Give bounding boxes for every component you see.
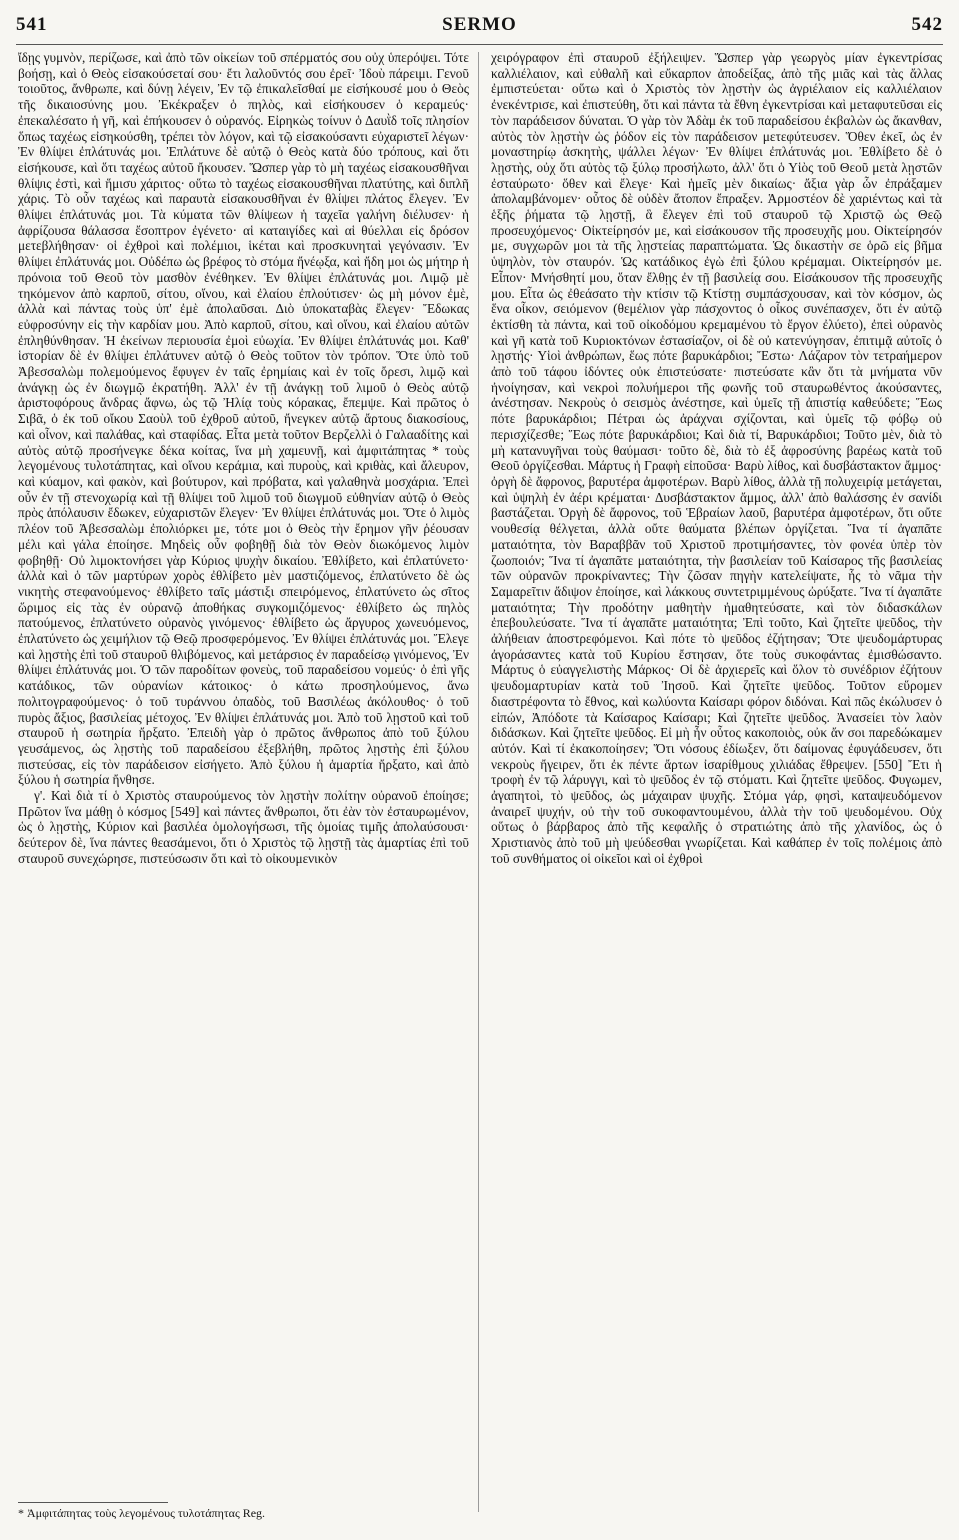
running-header bbox=[16, 10, 943, 40]
column-divider bbox=[478, 52, 479, 1512]
text-column-left bbox=[18, 50, 469, 1525]
paragraph: γ'. Καὶ διὰ τί ὁ Χριστὸς σταυρούμενος τὸν λῃστὴν πολίτην οὐρανοῦ ἐποίησε; Πρῶτον ἵνα μάθῃ ὁ κόσμος [549] καὶ πάντες ἄνθρωποι, ὅτι ἐὰν τὸν ἐσταυρωμένον, ὡς ὁ λῃστὴς, Κύριον καὶ βασιλέα ὁμολογήσωσι, τῆς ὁμοίας τιμῆς ἀπολαύσουσι· δεύτερον δὲ, ἵνα πάντες θεασάμενοι, ὅτι ὁ Χριστὸς τῷ λῃστῇ τὰς ἁμαρτίας ἐπὶ τοῦ σταυροῦ συνεχώρησε, πιστεύσωσιν ὅτι καὶ τὸ οἰκουμενικὸν bbox=[18, 788, 469, 866]
paragraph: ἴδῃς γυμνὸν, περίζωσε, καὶ ἀπὸ τῶν οἰκείων τοῦ σπέρματός σου οὐχ ὑπερόψει. Τότε βοήσῃ, καὶ ὁ Θεὸς εἰσακούσεταί σου· ἔτι λαλοῦντός σου ἐρεῖ· Ἰδοὺ πάρειμι. Γενοῦ τοιοῦτος, ἄνθρωπε, καὶ δύνῃ λέγειν, Ἐν τῷ ἐπικαλεῖσθαί με εἰσήκουσέ μου ὁ Θεὸς τῆς δικαιοσύνης μου. Ἐκέκραξεν ὁ πηλὸς, καὶ εἰσήκουσεν ὁ κεραμεύς· ἐπεκαλέσατο ἡ γῆ, καὶ ἐπήκουσεν ὁ οὐρανός. Εἰρηκὼς τοίνυν ὁ Δαυῒδ τοῖς πλησίον ὅπως ταχέως εἰσηκούσθη, τρέπει τὸν λόγον, καὶ τῷ εἰσακούσαντι εὐχαριστεῖ λέγων· Ἐν θλίψει ἐπλάτυνάς μοι. Ἐπλάτυνε δὲ αὐτῷ ὁ Θεὸς κατὰ δύο τρόπους, καὶ ὅτι εἰσήκουσε, καὶ ὅτι ταχέως αὐτοῦ ἤκουσεν. Ὥσπερ γὰρ τὸ μὴ ταχέως εἰσακουσθῆναι θλίψις ἐστὶ, καὶ ἥμισυ χάριτος· οὕτω τὸ ταχέως εἰσακουσθῆναι πλατύτης, καὶ διπλῆ χάρις. Τὸ οὖν ταχέως καὶ παραυτὰ εἰσακουσθῆναι ἐν θλίψει πλάτος ἔλεγεν. Ἐν θλίψει ἐπλάτυνάς μοι. Τὰ κύματα τῶν θλίψεων ἡ ταχεῖα γαλήνη διέλυσεν· ἡ ἀφρίζουσα θάλασσα ἔσοπτρον ἐγένετο· αἱ καταιγίδες καὶ αἱ θύελλαι εἰς δρόσον μετεβλήθησαν· οἱ ἐχθροὶ καὶ πολέμιοι, ἱκέται καὶ προσκυνηταὶ γεγόνασιν. Ἐν θλίψει ἐπλάτυνάς μοι. Οὐδέπω ὡς βρέφος τὸ στόμα ἤνέῳξα, καὶ ἤδη μοι ὡς μήτηρ ἡ πρόνοια τοῦ Θεοῦ τὸν μασθὸν ἐνέθηκεν. Ἐν θλίψει ἐπλάτυνάς μοι. Λιμῷ μὲ τηκόμενον ἀπὸ καρποῦ, σίτου, οἴνου, καὶ ἐλαίου ἐπλούτισεν· ὡς μὴ μόνον ἐμὲ, ἀλλὰ καὶ πάντας τοὺς ὑπ' ἐμὲ ἀπολαῦσαι. Διὸ ὑποκαταβὰς ἔλεγεν· Ἔδωκας εὐφροσύνην εἰς τὴν καρδίαν μου. Ἀπὸ καρποῦ, σίτου, καὶ οἴνου, καὶ ἐλαίου αὐτῶν ἐπληθύνθησαν. Ἡ ἐκείνων περιουσία ἐμοὶ εὐωχία. Ἐν θλίψει ἐπλάτυνάς μοι. Καθ' ἱστορίαν δὲ ἐν θλίψει ἐπλάτυνεν αὐτῷ ὁ Θεὸς τοῦτον τὸν τρόπον. Ὅτε ὑπὸ τοῦ Ἀβεσσαλὼμ πολεμούμενος ἔφυγεν ἐν ταῖς ἐρημίαις καὶ ἐν τοῖς ὄρεσι, λιμῷ καὶ ἀνάγκῃ ὡς ἐν διωγμῷ ἐκρατήθη. Ἀλλ' ἐν τῇ ἀνάγκῃ τοῦ λιμοῦ ὁ Θεὸς αὐτῷ ἀριστοφόρους ἄνδρας ἄφνω, ὡς τῷ Ἠλίᾳ τοὺς κόρακας, ἔπεμψε. Καὶ πρῶτος ὁ Σιβᾶ, ὁ ἐκ τοῦ οἴκου Σαοὺλ τοῦ ἐχθροῦ αὐτοῦ, ἤνεγκεν αὐτῷ ἄρτους διακοσίους, καὶ οἶνον, καὶ παλάθας, καὶ σταφίδας. Εἶτα μετὰ τοῦτον Βερζελλὶ ὁ Γαλααδίτης καὶ αὐτὸς αὐτῷ προσήνεγκε δέκα κοίτας, ἵνα μὴ χαμευνῇ, καὶ ἀμφιτάπητας * τοὺς λεγομένους τυλοτάπητας, καὶ οἴνου κεράμια, καὶ πυροὺς, καὶ κριθὰς, καὶ ἄλευρον, καὶ κύαμον, καὶ φακὸν, καὶ βούτυρον, καὶ πρόβατα, καὶ γαλαθηνὰ μοσχάρια. Ἐπεὶ οὖν ἐν τῇ στενοχωρίᾳ καὶ τῇ θλίψει τοῦ λιμοῦ τοῦ διωγμοῦ εὐθηνίαν αὐτῷ ὁ Θεὸς πρὸς ἀπόλαυσιν ἔδωκεν, εὐχαριστῶν ἔλεγεν· Ἐν θλίψει ἐπλάτυνάς μοι. Ὅτε ὁ λιμὸς πλέον τοῦ Ἀβεσσαλὼμ ἐπολιόρκει με, τότε μοι ὁ Θεὸς τὴν ἔρημον γῆν ῥέουσαν μέλι καὶ γάλα ἐποίησε. Μηδεὶς οὖν φοβηθῇ διὰ τὸν Θεὸν διωκόμενος λιμὸν φοβηθῇ· Οὐ λιμοκτονήσει γὰρ Κύριος ψυχὴν δικαίου. Ἐθλίβετο, καὶ ἐπλατύνετο· ἀλλὰ καὶ ὁ τῶν μαρτύρων χορὸς ἐθλίβετο μὲν μαστιζόμενος, ἐπλατύνετο δὲ ὡς νικητὴς στεφανούμενος· ἐθλίβετο ταῖς μάστιξι σπειρόμενος, ἐπλατύνετο ὡς σῖτος ὥριμος εἰς τὰς ἐν οὐρανῷ ἀποθήκας συγκομιζόμενος· ἐθλίβετο ὡς πηλὸς πατούμενος, ἐπλατύνετο οὐρανὸς γινόμενος· ἐθλίβετο ὡς ἄργυρος χωνευόμενος, ἐπλατύνετο ὡς χειμήλιον τῷ Θεῷ προσφερόμενος. Ἐν θλίψει ἐπλάτυνάς μοι. Ἔλεγε καὶ λῃστὴς ἐπὶ τοῦ σταυροῦ θλιβόμενος, καὶ μετάρσιος ἐν παραδείσῳ γινόμενος, Ἐν θλίψει ἐπλάτυνάς μοι. Ὁ τῶν παροδίτων φονεὺς, τοῦ παραδείσου νομεύς· ὁ ἐπὶ γῆς κατάδικος, τῶν οὐρανίων κάτοικος· ὁ κάτω προσηλούμενος, ἄνω πολιτογραφούμενος· ὁ τοῦ τυράννου ὀπαδὸς, τοῦ Βασιλέως ἀκόλουθος· ὁ τοῦ πυρὸς ἄξιος, βασιλείας μέτοχος. Ἐν θλίψει ἐπλάτυνάς μοι. Ἀπὸ τοῦ λῃστοῦ καὶ τοῦ σταυροῦ ἡ σωτηρία ἤρξατο. Ἐπειδὴ γὰρ ὁ πρῶτος ἄνθρωπος ἀπὸ τοῦ ξύλου γευσάμενος, ὡς λῃστὴς τοῦ παραδείσου ἐξεβλήθη, πρῶτος λῃστὴς ἐπὶ ξύλου πιστεύσας, εἰς τὸν παράδεισον εἰσήγετο. Ἀπὸ ξύλου ἡ ἁμαρτία ἤρξατο, καὶ ἀπὸ ξύλου ἡ σωτηρία ἤνθησε. bbox=[18, 50, 469, 788]
text-column-right bbox=[491, 50, 942, 1535]
footnote-rule bbox=[18, 1502, 168, 1503]
page-number-right: 542 bbox=[911, 14, 943, 35]
footnote: * Ἀμφιτάπητας τοὺς λεγομένους τυλοτάπητας Reg. bbox=[18, 1506, 266, 1520]
page-number-left: 541 bbox=[16, 14, 48, 35]
header-rule bbox=[16, 44, 943, 45]
paragraph: χειρόγραφον ἐπὶ σταυροῦ ἐξήλειψεν. Ὥσπερ γὰρ γεωργὸς μίαν ἐγκεντρίσας καλλιέλαιον, καὶ εὐθαλῆ καὶ εὔκαρπον ἀποδείξας, ἀπὸ τῆς μιᾶς καὶ τὰς ἄλλας ἐμπιστεύεται· οὕτω καὶ ὁ Χριστὸς τὸν λῃστὴν ὡς ἀγριέλαιον εἰς καλλιέλαιον ἐνεκέντρισε, καὶ ἐπιστεύθη, ὅτι καὶ πάντα τὰ ἔθνη ἐγκεντρίσαι καὶ μεταφυτεῦσαι εἰς τὸν παράδεισον δύναται. Ὁ γὰρ τὸν Ἀδὰμ ἐκ τοῦ παραδείσου ἐκβαλὼν ὡς ἄκανθαν, αὐτὸς τὸν λῃστὴν ὡς ῥόδον εἰς τὸν παράδεισον μετεφύτευσεν. Ὅθεν ἐκεῖ, ὡς ἐν μοναστηρίῳ ἀσκητὴς, ψάλλει λέγων· Ἐν θλίψει ἐπλάτυνάς μοι. Ἐθλίβετο δὲ ὁ λῃστὴς, οὐχ ὅτι αὐτὸς τῷ ξύλῳ προσήλωτο, ἀλλ' ὅτι ὁ Υἱὸς τοῦ Θεοῦ μετὰ λῃστῶν ἐσταύρωτο· ὅθεν καὶ ἔλεγε· Καὶ ἡμεῖς μὲν δικαίως· ἄξια γὰρ ὧν ἐπράξαμεν ἀπολαμβάνομεν· οὗτος δὲ οὐδὲν ἄτοπον ἔπραξεν. Ἁρμοστέον δὲ χαριέντως καὶ τὰ ἑξῆς ῥήματα τῷ λῃστῇ, ἃ ἔλεγεν ἐπὶ τοῦ σταυροῦ τῷ Χριστῷ ὡς Θεῷ προσευχόμενος· Οἰκτείρησόν με, καὶ εἰσάκουσον τῆς προσευχῆς μου. Οἰκτείρησόν με, συγχωρῶν μοι τὰ τῆς λῃστείας παραπτώματα. Ὡς δικαστὴν σε ὁρῶ εἰς βῆμα ὑψηλὸν, τὸν σταυρόν. Ὡς κατάδικος ἐγὼ ἐπὶ ξύλου κρέμαμαι. Οἰκτείρησόν με. Εἶπον· Μνήσθητί μου, ὅταν ἔλθῃς ἐν τῇ βασιλείᾳ σου. Εἰσάκουσον τῆς προσευχῆς μου. Εἶτα ὡς ἐθεάσατο τὴν κτίσιν τῷ Κτίστῃ συμπάσχουσαν, καὶ τὸν κόσμον, ὡς ἕνα οἶκον, σειόμενον (θεμέλιον γὰρ πάσχοντος ὁ οἶκος συνέπασχεν, ὅτι ἐν αὐτῷ ἐκτίσθη τὰ πάντα, καὶ τοῦ οἰκοδόμου κρεμαμένου τὸ ἔργον ἐλύετο), ἐπεὶ οὐρανὸς καὶ γῆ κατὰ τοῦ Κυριοκτόνων ἐστασίαζον, οἱ δὲ οὐ κατενύγησαν, ἐπιτιμᾷ αὐτοῖς ὁ λῃστής· Υἱοὶ ἀνθρώπων, ἕως πότε βαρυκάρδιοι; Ἔστω· Λάζαρον τὸν τετραήμερον ἀπὸ τοῦ τάφου ἰδόντες οὐκ ἐπιστεύσατε· πιστεύσατε κἂν ὅτι τὰ μνήματα νῦν ἠνοίγησαν, καὶ νεκροὶ πολυήμεροι τῆς φωνῆς τοῦ σταυρωθέντος ἀκούσαντες, ἀνέστησαν. Νεκροὺς ὁ σεισμὸς ἀνέστησε, καὶ ὑμεῖς τῇ ἀπιστίᾳ καθεύδετε; Ἕως πότε βαρυκάρδιοι; Πέτραι ὡς ἀράχναι σχίζονται, καὶ ὑμεῖς τῷ φόβῳ οὐ περισχίζεσθε; Ἕως πότε βαρυκάρδιοι; Καὶ διὰ τί, Βαρυκάρδιοι; Τοῦτο μὲν, διὰ τὸ μὴ κατανυγῆναι τοὺς θαύμασι· τοῦτο δὲ, διὰ τὸ ἐξ ἀφροσύνης βαρέως κατὰ τοῦ Θεοῦ ὀργίζεσθαι. Μάρτυς ἡ Γραφὴ εἰποῦσα· Βαρὺ λίθος, καὶ δυσβάστακτον ἄμμος· ὀργὴ δὲ ἄφρονος, βαρυτέρα ἀμφοτέρων. Βαρὺ λίθος, ἀλλὰ τῇ πολυχειρίᾳ μετάγεται, καὶ ὑψηλὴ ἐν ἀέρι κρέμαται· Δυσβάστακτον ἄμμος, ἀλλ' ἀπὸ θαλάσσης ἐν σανίδι βαστάζεται. Ὀργὴ δὲ ἄφρονος, τοῦ Ἑβραίων λαοῦ, βαρυτέρα ἀμφοτέρων, ὅτι οὔτε νουθεσίᾳ θέλγεται, ἀλλὰ οὔτε θαύματα βλέπων ὀργίζεται. Ἵνα τί ἀγαπᾶτε ματαιότητα, τὸν Βαραββᾶν τοῦ Χριστοῦ προτιμήσαντες, τὸν φονέα ὑπὲρ τὸν ζωοποιόν; Ἵνα τί ἀγαπᾶτε ματαιότητα, τὴν βασιλείαν τοῦ Καίσαρος τῆς βασιλείας τῶν οὐρανῶν προκρίναντες; Τὴν ζῶσαν πηγὴν κατελείψατε, ἧς τὸ νᾶμα τὴν Σαμαρεῖτιν ἄδιψον ἐποίησε, καὶ λάκκους συντετριμμένους ὠρύξατε. Ἵνα τί ἀγαπᾶτε ματαιότητα; Τὴν προδότην μαθητὴν ἠμαθητεύσατε, καὶ τὸν διδασκάλων ἐπεβουλεύσατε. Ἵνα τί ἀγαπᾶτε ματαιότητα; Ἐπὶ τοῦτο, Καὶ ζητεῖτε ψεῦδος, τὴν ἀλήθειαν ἀποστρεφόμενοι. Καὶ πότε τὸ ψεῦδος ἐζήτησαν; Ὅτε ψευδομάρτυρας ἀγοράσαντες κατὰ τοῦ Κυρίου ἔστησαν, ὅτε τοὺς συκοφάντας ἐμισθώσαντο. Μάρτυς ὁ εὐαγγελιστὴς Μάρκος· Οἱ δὲ ἀρχιερεῖς καὶ ὅλον τὸ συνέδριον ἐζήτουν ψευδομαρτυρίαν κατὰ τοῦ Ἰησοῦ. Καὶ ζητεῖτε ψεῦδος. Τοῦτον εὕρομεν διαστρέφοντα τὸ ἔθνος, καὶ κωλύοντα Καίσαρι φόρον διδόναι. Καὶ πῶς ἐκώλυσεν ὁ εἰπών, Ἀπόδοτε τὰ Καίσαρος Καίσαρι; Καὶ ζητεῖτε ψεῦδος. Ἀνασείει τὸν λαὸν διδάσκων. Καὶ ζητεῖτε ψεῦδος. Εἰ μὴ ἦν οὗτος κακοποιὸς, οὐκ ἄν σοι παρεδώκαμεν αὐτόν. Καὶ τί ἐκακοποίησεν; Ὅτι νόσους ἐδίωξεν, ὅτι δαίμονας ἐφυγάδευσεν, ὅτι νεκροὺς ἤγειρεν, ὅτι ἐκ πέντε ἄρτων ἰσαρίθμους χιλιάδας ἔθρεψεν. [550] Ἔτι ἡ τροφὴ ἐν τῷ λάρυγγι, καὶ τὸ ψεῦδος ἐν τῷ στόματι. Καὶ ζητεῖτε ψεῦδος. Φυγωμεν, ἀγαπητοὶ, τὸ ψεῦδος, ὡς μάχαιραν ψυχῆς. Στόμα γάρ, φησὶ, καταψευδόμενον ἀναιρεῖ ψυχήν, οὐ τὴν τοῦ συκοφαντουμένου, ἀλλὰ τὴν τοῦ ψευδομένου. Οὐχ οὕτως ὁ βάρβαρος ἀπὸ τῆς κεφαλῆς ὁ στρατιώτης ἀπὸ τῆς χλανίδος, ὡς ὁ Χριστιανὸς ἀπὸ τοῦ μὴ ψεύδεσθαι γνωρίζεται. Καὶ καθάπερ ἐν τοῖς πολέμοις ἀπὸ τοῦ συνθήματος οἱ οἰκεῖοι καὶ οἱ ἐχθροὶ bbox=[491, 50, 942, 866]
running-title: SERMO bbox=[442, 14, 517, 35]
